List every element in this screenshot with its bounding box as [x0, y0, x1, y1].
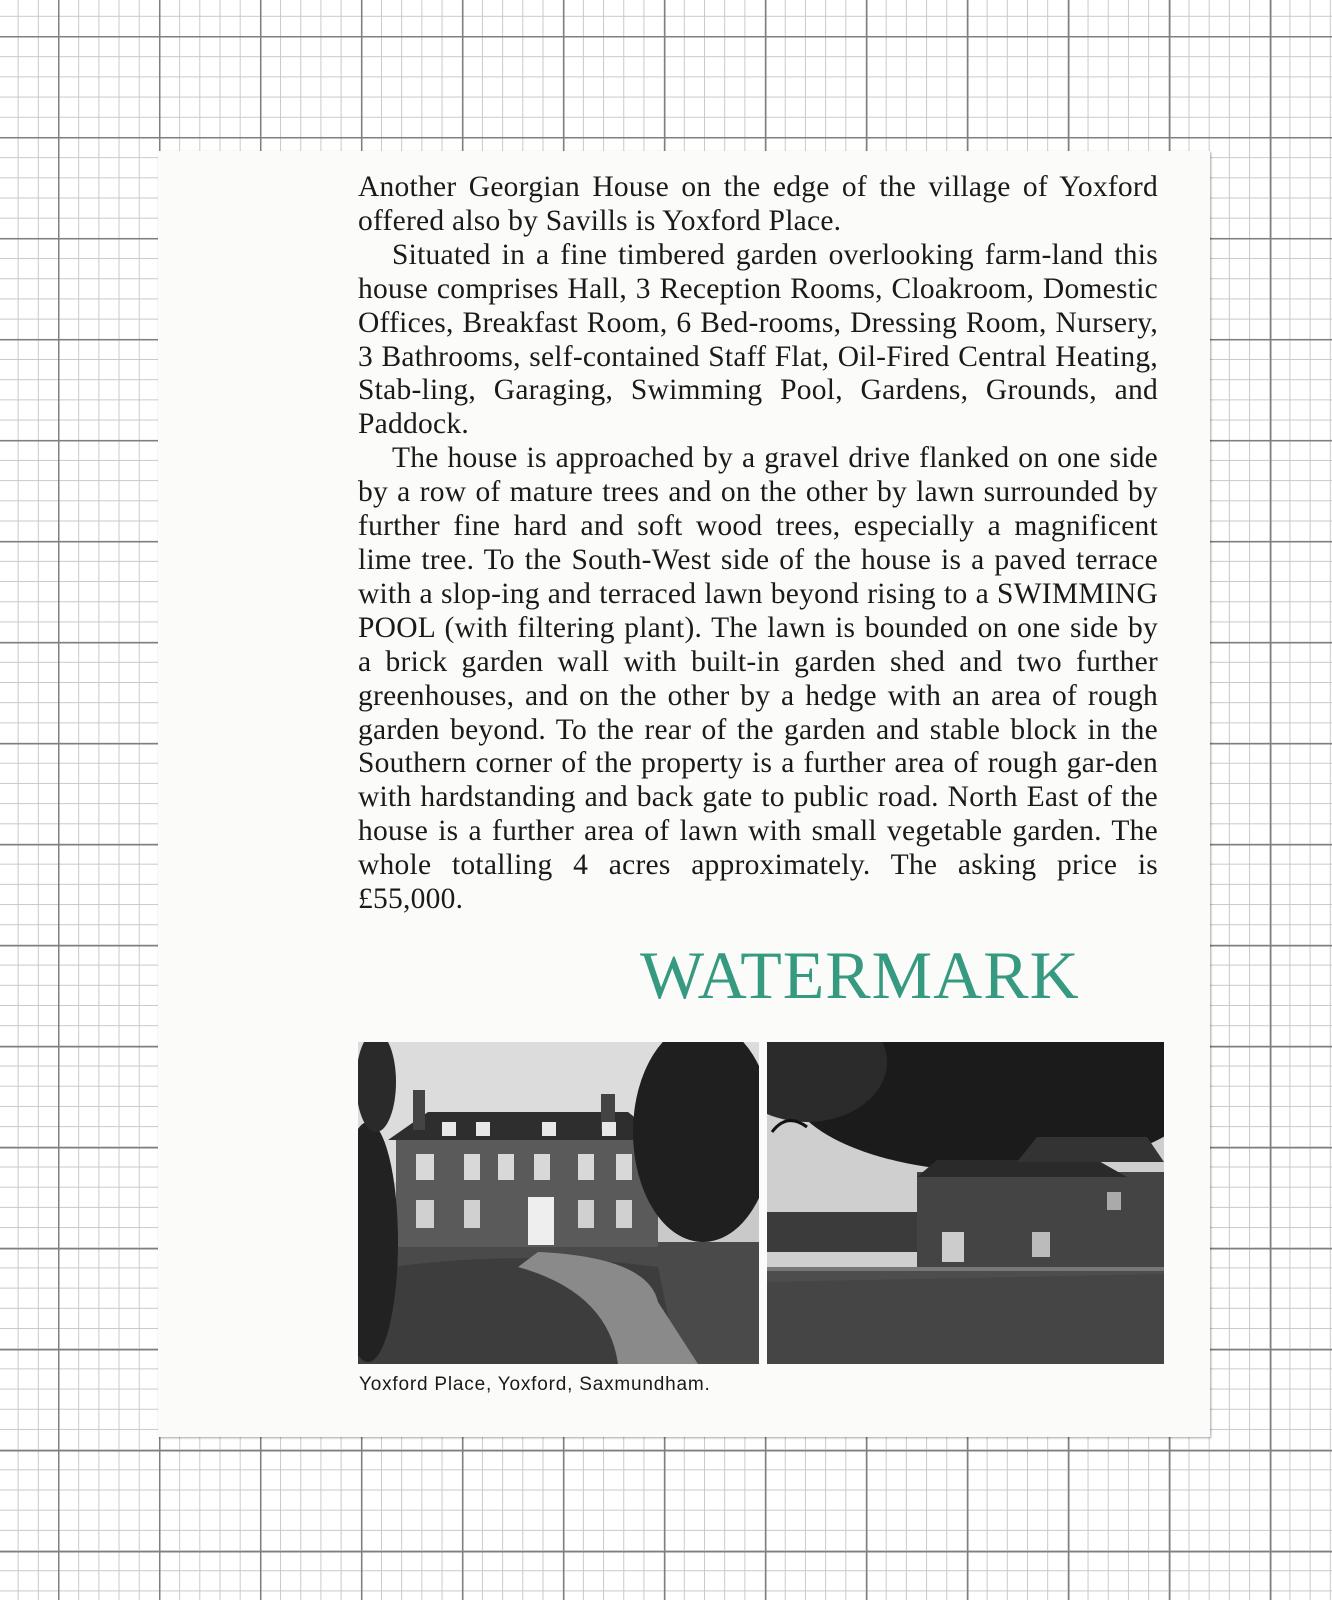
watermark-overlay: WATERMARK — [640, 937, 1080, 1013]
paragraph-accommodation: Situated in a fine timbered garden overlooking farm-land this house comprises Hall, 3 Reception Rooms, Cloakroom, Domestic Offices, Breakfast Room, 6 Bed-rooms, Dressing Room, Nursery, 3 Bathrooms, self-contained Staff Flat, Oil-Fired Central Heating, Stab-ling, Garaging, Swimming Pool, Gardens, Grounds, and Paddock. — [358, 238, 1158, 441]
photo-caption: Yoxford Place, Yoxford, Saxmundham. — [359, 1374, 711, 1395]
house-garden-photo — [767, 1042, 1164, 1364]
article-text — [358, 171, 1158, 917]
paragraph-grounds: The house is approached by a gravel drive flanked on one side by a row of mature trees and on the other by lawn surrounded by further fine hard and soft wood trees, especially a magnificent lime tree. To the South-West side of the house is a paved terrace with a slop-ing and terraced lawn beyond rising to a SWIMMING POOL (with filtering plant). The lawn is bounded on one side by a brick garden wall with built-in garden shed and two further greenhouses, and on the other by a hedge with an area of rough garden beyond. To the rear of the garden and stable block in the Southern corner of the property is a further area of rough gar-den with hardstanding and back gate to public road. North East of the house is a further area of lawn with small vegetable garden. The whole totalling 4 acres approximately. The asking price is £55,000. — [358, 442, 1158, 916]
newspaper-clipping — [158, 151, 1210, 1437]
house-front-photo — [358, 1042, 759, 1364]
photo-strip — [358, 1042, 1164, 1364]
paragraph-intro: Another Georgian House on the edge of the village of Yoxford offered also by Savills is Yoxford Place. — [358, 171, 1158, 237]
